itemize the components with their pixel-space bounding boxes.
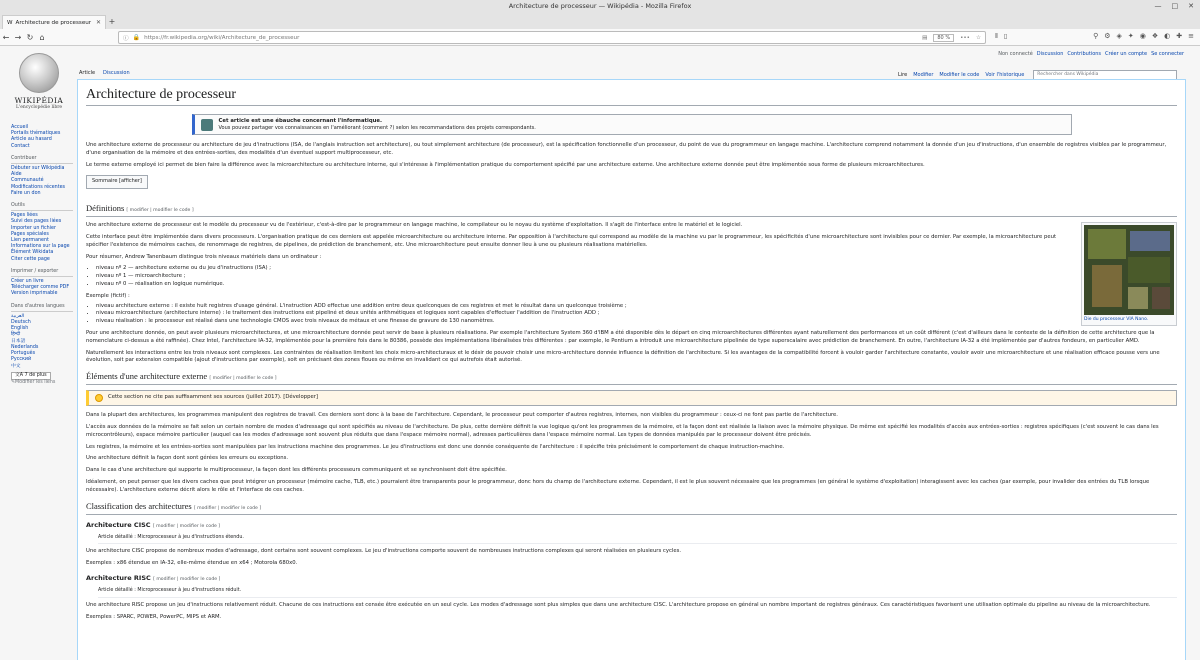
logo-wordmark: WIKIPÉDIA xyxy=(14,96,64,105)
login-link[interactable]: Se connecter xyxy=(1151,51,1184,57)
contributions-link[interactable]: Contributions xyxy=(1067,51,1102,57)
subsection-title: Architecture RISC xyxy=(86,573,151,582)
personal-discussion-link[interactable]: Discussion xyxy=(1036,51,1064,57)
main-article-note[interactable]: Article détaillé : Microprocesseur à jeu d'instructions réduit. xyxy=(98,587,1177,598)
subsection-heading xyxy=(86,574,1177,584)
sidebar-tool-link[interactable]: Pages spéciales xyxy=(11,231,49,237)
paragraph: L'accès aux données de la mémoire se fait selon un certain nombre de modes d'adressage qui sont spécifiés au niveau de l'architecture. De plus, cette dernière définit la vue logique qu'ont les programmes de la mémoire, et la façon dont est réalisée la liaison avec la mémoire physique. De même est spécifié les modalités d'accès aux entrées-sorties : registres spécifiques (c'est souvent le cas dans les microcontrôleurs), espace mémoire particulier (auquel cas les modes d'adressage sont souvent plus réduits que dans l'espace mémoire normal), adresses particulières dans l'espace mémoire normal. Les types de données manipulés par le processeur doivent être précisés. xyxy=(86,423,1159,438)
modify-links-link[interactable]: ✎Modifier les liens xyxy=(11,379,56,385)
sidebar-language-link[interactable]: हिन्दी xyxy=(11,332,21,338)
more-languages-button[interactable]: 文A 7 de plus xyxy=(11,372,51,380)
subsection-title: Architecture CISC xyxy=(86,520,151,529)
list-item: • niveau réalisation : le processeur est réalisé dans une technologie CMOS avec trois niveaux de métaux et une finesse de gravure de 130 nanomètres. xyxy=(96,318,1177,326)
list-item: • niveau microarchitecture (architecture interne) : le traitement des instructions est pipeliné et deux unités arithmétiques et logiques sont capables d'effectuer l'addition de l'instruction ADD ; xyxy=(96,310,1177,318)
sidebar-contribute-link[interactable]: Aide xyxy=(11,172,22,178)
info-icon[interactable]: ⓘ xyxy=(123,35,129,42)
close-icon[interactable]: ✕ xyxy=(1188,2,1194,10)
paragraph: Pour résumer, Andrew Tanenbaum distingue trois niveaux matériels dans un ordinateur : xyxy=(86,253,322,260)
tab-architecture[interactable] xyxy=(2,15,106,29)
sidebar-language-link[interactable]: Deutsch xyxy=(11,320,31,326)
list-item: • niveau nº 0 — réalisation en logique numérique. xyxy=(96,281,1177,289)
extension-icon[interactable]: ❖ xyxy=(1151,32,1159,40)
edit-section-links[interactable]: [ modifier | modifier le code ] xyxy=(193,505,262,511)
library-icon[interactable]: ⫴ xyxy=(995,32,998,40)
subsection-heading xyxy=(86,521,1177,531)
paragraph: Une architecture définit la façon dont sont gérées les erreurs ou exceptions. xyxy=(86,455,289,462)
paragraph: Cette interface peut être implémentée dans divers processeurs. L'organisation pratique de ces derniers est appelée microarchitecture ou architecture interne. Par opposition à l'architecture qui correspond au modèle de la machine vu par le programmeur, les spécificités d'une microarchitecture sont invisibles pour ce dernier. Par exemple, la microarchitecture peut spécifier l'existence de mémoires caches, de renommage de registres, de pipelines, de prédiction de branchement, etc. Une microarchitecture peut ensuite donner lieu à une ou plusieurs réalisations matérielles. xyxy=(86,233,1057,248)
tab-edit-code[interactable]: Modifier le code xyxy=(939,72,980,78)
sidebar-tool-link[interactable]: Pages liées xyxy=(11,213,38,219)
figure xyxy=(1081,222,1177,326)
main-article-note[interactable]: Article détaillé : Microprocesseur à jeu d'instructions étendu. xyxy=(98,534,1177,545)
list-item: • niveau nº 1 — microarchitecture ; xyxy=(96,273,1177,281)
url-text[interactable]: https://fr.wikipedia.org/wiki/Architecture_de_processeur xyxy=(144,34,300,41)
sidebar-language-link[interactable]: 日本語 xyxy=(11,338,26,344)
edit-section-links[interactable]: [ modifier | modifier le code ] xyxy=(209,376,277,382)
nav-toolbar xyxy=(0,29,1200,46)
page-actions-icon[interactable]: ••• xyxy=(960,34,970,41)
sidebar-tool-link[interactable]: Suivi des pages liées xyxy=(11,219,62,225)
paragraph: Pour une architecture donnée, on peut avoir plusieurs microarchitectures, et une microarchitecture donnée peut servir de base à plusieurs réalisations. Par exemple l'architecture System 360 d'IBM a été disponible dès le départ en cinq microarchitectures différentes ayant naturellement des performances et un coût différent (c'est d'ailleurs dans le contexte de la définition de cette architecture que la nomenclature ci-dessus a été raffinée). Chez Intel, l'architecture IA-32, implémentée pour la première fois dans le 80386, possède des implémentations libéralisées très différentes : par exemple, le Pentium a introduit une microarchitecture pipelinée de type superscalaire avec prédiction de branchement. En outre, l'architecture IA-32 a été implémentée par d'autres fondeurs, en particulier AMD. xyxy=(86,329,1155,344)
sidebar-nav-link[interactable]: Contact xyxy=(11,143,30,149)
stub-line-2: Vous pouvez partager vos connaissances en l'améliorant (comment ?) selon les recommandations des projets correspondants. xyxy=(218,124,536,131)
section-title: Définitions xyxy=(86,203,125,214)
article-content xyxy=(77,79,1186,660)
tab-close-icon[interactable]: ✕ xyxy=(95,19,101,26)
edit-section-links[interactable]: [ modifier | modifier le code ] xyxy=(126,208,194,214)
sidebar-toggle-icon[interactable]: ▯ xyxy=(1003,32,1008,40)
list-item: • niveau architecture externe : il existe huit registres d'usage général. L'instruction ADD effectue une addition entre deux quelconques de ces registres et met le résultat dans un quelconque troisième ; xyxy=(96,303,1177,311)
wikipedia-logo[interactable] xyxy=(10,53,68,110)
computer-icon xyxy=(201,119,213,131)
extension-icon[interactable]: ◐ xyxy=(1164,32,1171,40)
extension-icon[interactable]: ✚ xyxy=(1176,32,1183,40)
paragraph: Une architecture CISC propose de nombreux modes d'adressage, dont certains sont souvent complexes. Le jeu d'instructions comporte souvent de nombreuses instructions complexes qui seront réalisées en plusieurs cycles. xyxy=(86,548,682,555)
sidebar-print-link[interactable]: Télécharger comme PDF xyxy=(11,285,70,291)
sidebar-tool-link[interactable]: Citer cette page xyxy=(11,256,50,262)
sidebar-contribute-link[interactable]: Modifications récentes xyxy=(11,184,66,190)
puzzle-globe-icon xyxy=(19,53,59,93)
forward-icon[interactable]: → xyxy=(14,32,22,42)
sidebar-print-link[interactable]: Version imprimable xyxy=(11,291,58,297)
section-title: Classification des architectures xyxy=(86,500,192,511)
intro-paragraph: Une architecture externe de processeur ou architecture de jeu d'instructions (ISA, de l'anglais instruction set architecture), ou tout simplement architecture (de processeur), est la spécification fonctionnelle d'un processeur, du point de vue du programmeur en langage machine. L'architecture comprend notamment la donnée d'un jeu d'instructions, d'un ensemble de registres visibles par le programmeur, d'une organisation de la mémoire et des entrées-sorties, des modalités d'un éventuel support multiprocesseur, etc. xyxy=(86,142,1167,156)
sidebar-tool-link[interactable]: Importer un fichier xyxy=(11,225,56,231)
intro-paragraph: Le terme externe employé ici permet de bien faire la différence avec la microarchitecture ou architecture interne, qui s'intéresse à l'implémentation pratique du comportement spécifié par une architecture externe. Une architecture externe donnée peut être implémentée sous forme de plusieurs microarchitectures. xyxy=(86,161,925,168)
sidebar-contribute-link[interactable]: Débuter sur Wikipédia xyxy=(11,166,65,172)
processor-die-image[interactable] xyxy=(1084,225,1174,315)
tab-bar xyxy=(0,13,1200,29)
edit-section-links[interactable]: [ modifier | modifier le code ] xyxy=(153,576,221,582)
sidebar-heading: Dans d'autres langues xyxy=(11,304,73,312)
maximize-icon[interactable]: □ xyxy=(1171,2,1179,10)
sidebar-heading: Contribuer xyxy=(11,156,73,164)
window-titlebar xyxy=(0,0,1200,13)
paragraph: Une architecture RISC propose un jeu d'instructions relativement réduit. Chacune de ces instructions est censée être exécutée en un seul cycle. Les modes d'adressage sont plus simples que dans une architecture CISC. L'architecture propose en général un nombre important de registres généraux. Ces caractéristiques favorisent une utilisation optimale du pipeline au niveau de la microarchitecture. xyxy=(86,601,1151,608)
sidebar-heading: Imprimer / exporter xyxy=(11,269,73,277)
stub-line-1: Cet article est une ébauche concernant l'informatique. xyxy=(218,118,383,124)
sidebar-contribute-link[interactable]: Faire un don xyxy=(11,190,41,196)
tab-title: Architecture de processeur xyxy=(15,19,92,26)
paragraph: Idéalement, on peut penser que les divers caches que peut intégrer un processeur (mémoire cache, TLB, etc.) pourraient être transparents pour le programmeur, donc hors du champ de l'architecture externe. Cependant, il est le plus souvent nécessaire que les programmes (en général le système d'exploitation) interagissent avec les caches (par exemple, pour invalider des entrées du TLB lorsque nécessaire). L'architecture externe décrit alors le rôle et l'interface de ces caches. xyxy=(86,478,1150,493)
reload-icon[interactable]: ↻ xyxy=(26,32,34,42)
lock-icon[interactable]: 🔒 xyxy=(132,34,141,41)
extension-icon[interactable]: ⚲ xyxy=(1093,32,1099,40)
sidebar xyxy=(11,125,73,392)
sidebar-contribute-link[interactable]: Communauté xyxy=(11,178,44,184)
minimize-icon[interactable]: — xyxy=(1154,2,1162,10)
sidebar-tool-link[interactable]: Lien permanent xyxy=(11,238,49,244)
bookmark-star-icon[interactable]: ☆ xyxy=(975,34,981,41)
menu-icon[interactable]: ≡ xyxy=(1188,32,1194,40)
sidebar-language-link[interactable]: العربية xyxy=(11,313,25,319)
paragraph: Une architecture externe de processeur est le modèle du processeur vu de l'extérieur, c'est-à-dire par le programmeur en langage machine, le compilateur ou le noyau du système d'exploitation. Il s'agit de l'interface entre le matériel et le logiciel. xyxy=(86,222,743,229)
search-input[interactable]: Rechercher dans Wikipédia xyxy=(1033,70,1177,80)
paragraph: Dans la plupart des architectures, les programmes manipulent des registres de travail. Ces derniers sont donc à la base de l'architecture. Cependant, le processeur peut comporter d'autres registres, internes, non visibles du programmeur : ceux-ci ne font pas partie de l'architecture. xyxy=(86,412,838,419)
tab-edit[interactable]: Modifier xyxy=(913,72,934,78)
paragraph: Naturellement les interactions entre les trois niveaux sont complexes. Les contraintes de réalisation limitent les choix micro-architecturaux et le désir de pouvoir choisir une micro-architecture donnée influence la définition de l'architecture. Si les avantages de la compatibilité forcent à vouloir garder l'architecture constante, vouloir avoir une microarchitecture et une réalisation efficace pousse vers une évolution, soit par extension compatible (ajout d'instructions par exemple), soit en précisant des zones floues ou même en invalidant ce qui autrefois était autorisé. xyxy=(86,349,1160,364)
extension-icon[interactable]: ⚙ xyxy=(1104,32,1111,40)
create-account-link[interactable]: Créer un compte xyxy=(1105,51,1148,57)
stub-notice xyxy=(192,114,1072,135)
tab-history[interactable]: Voir l'historique xyxy=(985,72,1025,78)
sidebar-heading: Outils xyxy=(11,203,73,211)
sidebar-nav-link[interactable]: Article au hasard xyxy=(11,137,52,143)
back-icon[interactable]: ← xyxy=(2,32,10,42)
not-logged-in: Non connecté xyxy=(998,51,1033,57)
sidebar-language-link[interactable]: Português xyxy=(11,351,36,357)
section-heading xyxy=(86,501,1177,515)
sidebar-nav-link[interactable]: Portails thématiques xyxy=(11,131,61,137)
extension-icon[interactable]: ✦ xyxy=(1127,32,1134,40)
wikipedia-favicon-icon: W xyxy=(7,19,13,26)
paragraph: Exemples : SPARC, POWER, PowerPC, MIPS et ARM. xyxy=(86,613,222,620)
extension-icon[interactable]: ◉ xyxy=(1139,32,1146,40)
paragraph: Dans le cas d'une architecture qui supporte le multiprocesseur, la façon dont les différents processeurs communiquent et se synchronisent doit être spécifiée. xyxy=(86,467,507,474)
reader-icon[interactable]: ▤ xyxy=(922,34,928,41)
figure-caption: Die du processeur VIA Nano. xyxy=(1084,317,1149,323)
toc[interactable]: Sommaire [afficher] xyxy=(86,175,148,189)
extension-icon[interactable]: ◈ xyxy=(1116,32,1122,40)
window-title: Architecture de processeur — Wikipédia - Mozilla Firefox xyxy=(508,2,692,10)
sidebar-language-link[interactable]: Русский xyxy=(11,357,32,363)
paragraph: Exemple (fictif) : xyxy=(86,292,130,299)
sidebar-nav-link[interactable]: Accueil xyxy=(11,125,29,130)
logo-tagline: L'encyclopédie libre xyxy=(15,105,63,110)
section-heading xyxy=(86,203,1177,217)
page xyxy=(0,47,1200,660)
paragraph: Les registres, la mémoire et les entrées-sorties sont manipulées par les instructions machine des programmes. Le jeu d'instructions est donc une donnée conséquente de l'architecture : il spécifie très précisément le comportement de chaque instruction-machine. xyxy=(86,443,785,450)
tab-read[interactable]: Lire xyxy=(898,72,908,78)
tab-discussion[interactable]: Discussion xyxy=(103,70,130,76)
sidebar-language-link[interactable]: 中文 xyxy=(11,363,21,369)
sidebar-tool-link[interactable]: Élément Wikidata xyxy=(11,250,54,256)
section-title: Éléments d'une architecture externe xyxy=(86,371,208,382)
page-title: Architecture de processeur xyxy=(86,86,1177,106)
new-tab-button[interactable]: + xyxy=(108,17,116,26)
warning-text: Cette section ne cite pas suffisamment ses sources (juillet 2017). [Développer] xyxy=(108,394,318,401)
sources-warning xyxy=(86,390,1177,406)
section-heading xyxy=(86,371,1177,385)
tab-article[interactable]: Article xyxy=(78,70,96,79)
paragraph: Exemples : x86 étendue en IA-32, elle-même étendue en x64 ; Motorola 680x0. xyxy=(86,560,298,567)
sidebar-language-link[interactable]: English xyxy=(11,326,29,332)
sidebar-tool-link[interactable]: Informations sur la page xyxy=(11,244,70,250)
home-icon[interactable]: ⌂ xyxy=(39,32,45,42)
list-item: • niveau nº 2 — architecture externe ou du jeu d'instructions (ISA) ; xyxy=(96,265,1177,273)
zoom-level[interactable]: 80 % xyxy=(933,34,954,42)
url-bar[interactable] xyxy=(118,31,986,44)
sidebar-language-link[interactable]: Nederlands xyxy=(11,344,39,350)
edit-section-links[interactable]: [ modifier | modifier le code ] xyxy=(152,523,221,529)
sidebar-print-link[interactable]: Créer un livre xyxy=(11,279,44,285)
warning-icon xyxy=(95,394,103,402)
personal-tools xyxy=(998,51,1184,57)
